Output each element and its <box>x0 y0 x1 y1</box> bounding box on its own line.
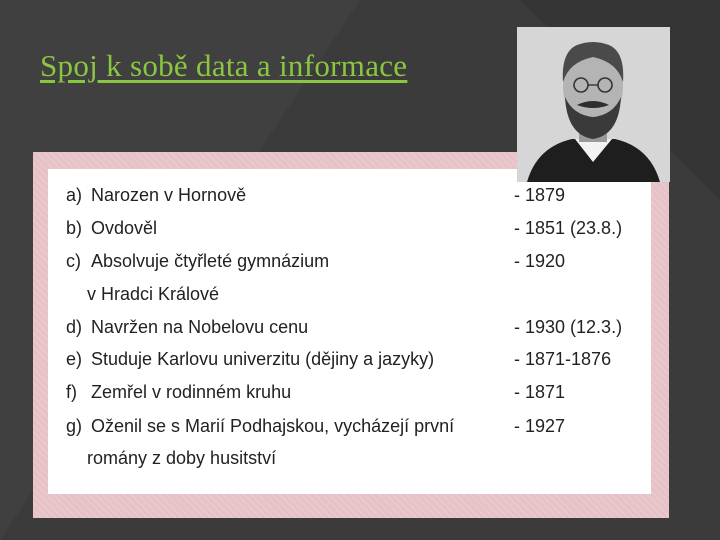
item-text: Navržen na Nobelovu cenu <box>91 317 309 337</box>
item-letter: e) <box>66 349 83 369</box>
item-text: Zemřel v rodinném kruhu <box>91 382 292 402</box>
item-value: - 1851 (23.8.) <box>514 218 623 238</box>
item-value: - 1879 <box>514 185 566 205</box>
item-text: romány z doby husitství <box>87 448 277 468</box>
item-letter: c) <box>66 251 81 271</box>
item-text: v Hradci Králové <box>87 284 220 304</box>
list-item <box>66 184 246 206</box>
item-letter: b) <box>66 218 83 238</box>
portrait-photo <box>517 27 670 182</box>
slide-title: Spoj k sobě data a informace <box>40 48 408 83</box>
list-item <box>66 348 434 370</box>
item-text: Absolvuje čtyřleté gymnázium <box>91 251 330 271</box>
item-value: - 1871 <box>514 382 566 402</box>
item-text: Ovdověl <box>91 218 158 238</box>
item-value: - 1920 <box>514 251 566 271</box>
list-item <box>66 316 308 338</box>
list-item-continuation <box>87 447 276 469</box>
item-text: Oženil se s Marií Podhajskou, vycházejí první <box>91 416 455 436</box>
item-letter: d) <box>66 317 83 337</box>
item-letter: f) <box>66 382 77 402</box>
item-text: Narozen v Hornově <box>91 185 247 205</box>
list-item <box>66 250 329 272</box>
list-item <box>66 415 454 437</box>
list-item <box>66 217 157 239</box>
item-value: - 1871-1876 <box>514 349 612 369</box>
item-value: - 1927 <box>514 416 566 436</box>
list-item <box>66 381 291 403</box>
item-text: Studuje Karlovu univerzitu (dějiny a jazyky) <box>91 349 435 369</box>
list-item-continuation <box>87 283 219 305</box>
item-value: - 1930 (12.3.) <box>514 317 623 337</box>
item-letter: g) <box>66 416 83 436</box>
item-letter: a) <box>66 185 83 205</box>
